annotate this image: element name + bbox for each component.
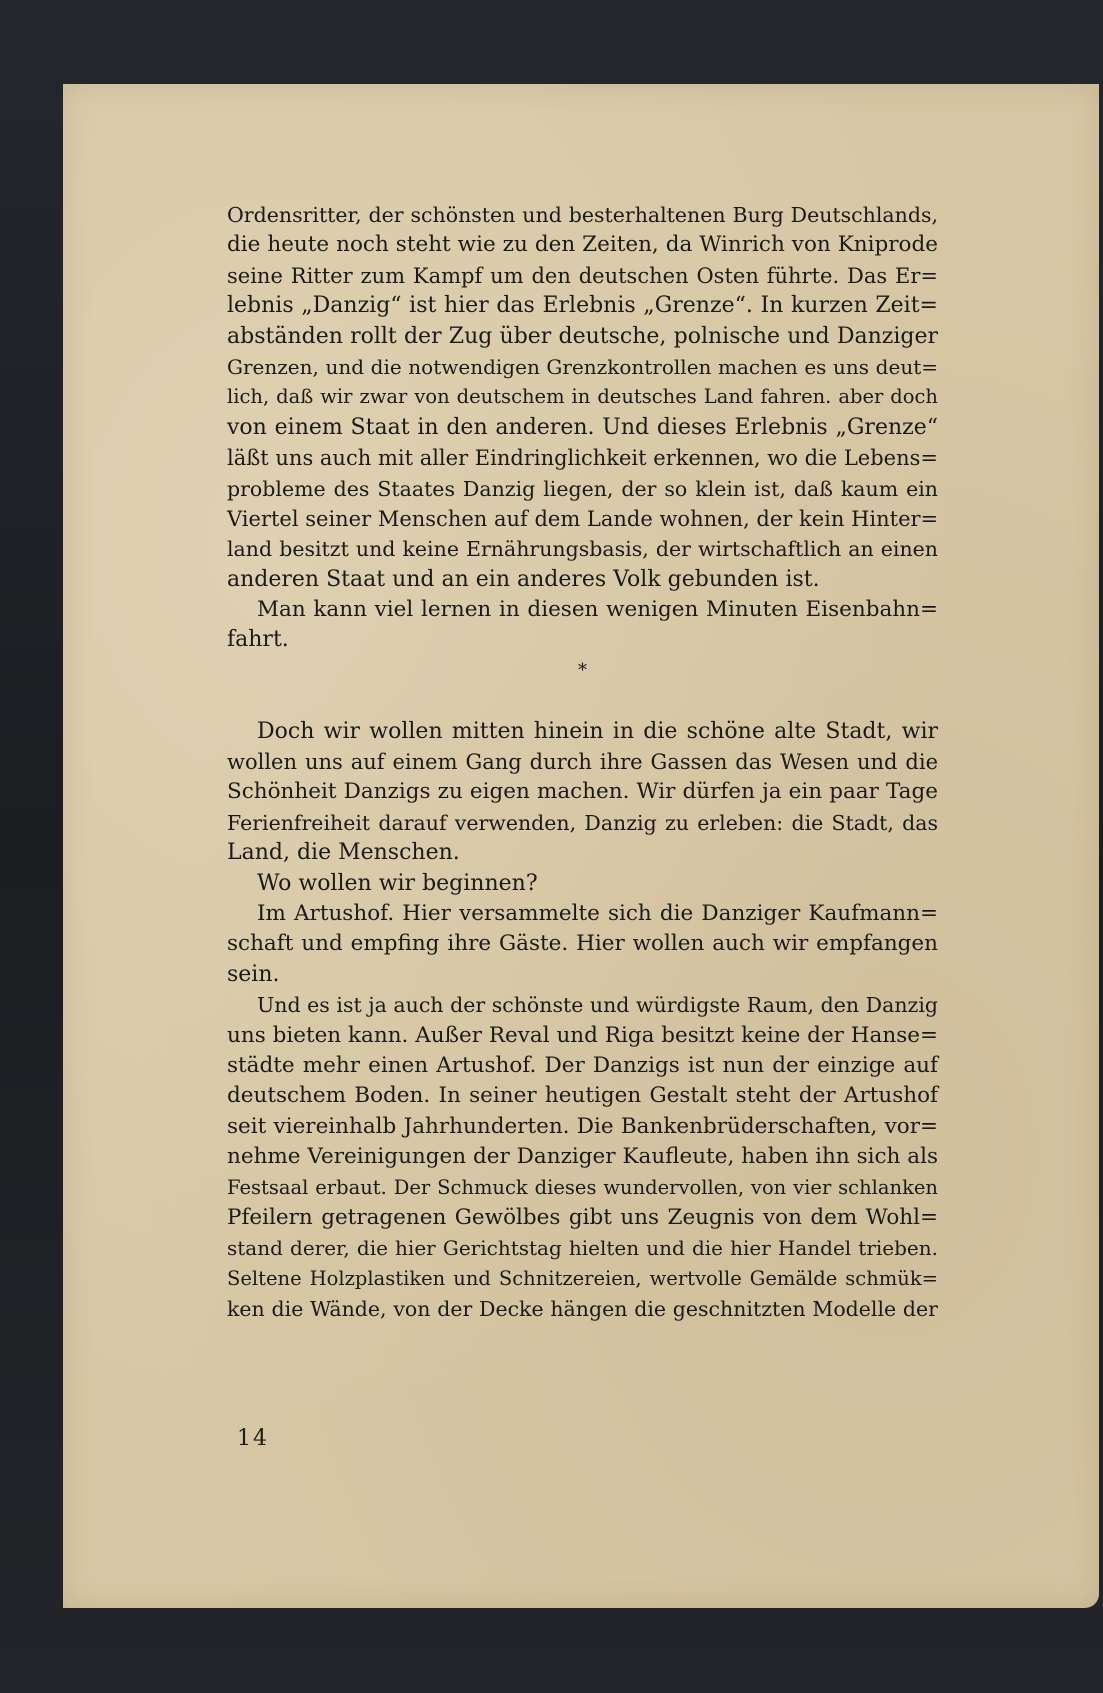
text-line: anderen Staat und an ein anderes Volk gebunden ist. xyxy=(227,566,820,592)
text-line: lich, daß wir zwar von deutschem in deutsches Land fahren. aber doch xyxy=(227,385,938,409)
text-line: läßt uns auch mit aller Eindringlichkeit erkennen, wo die Lebens= xyxy=(227,446,938,471)
body-text xyxy=(227,200,938,1324)
paragraph-ordensritter xyxy=(227,200,938,595)
text-line: seine Ritter zum Kampf um den deutschen Osten führte. Das Er= xyxy=(227,263,938,288)
paragraph-doch-wir xyxy=(227,717,938,869)
text-line: sein. xyxy=(227,961,280,987)
text-line: stand derer, die hier Gerichtstag hielten und die hier Handel trieben. xyxy=(227,1236,938,1261)
text-line: nehme Vereinigungen der Danziger Kaufleute, haben ihn sich als xyxy=(227,1144,938,1170)
text-line: probleme des Staates Danzig liegen, der so klein ist, daß kaum ein xyxy=(227,476,938,501)
paragraph-im-artushof xyxy=(227,899,938,990)
paragraph-man-kann xyxy=(227,595,938,656)
text-line: Doch wir wollen mitten hinein in die schöne alte Stadt, wir xyxy=(257,718,938,744)
text-line: land besitzt und keine Ernährungsbasis, der wirtschaftlich an einen xyxy=(227,537,938,562)
text-line: Pfeilern getragenen Gewölbes gibt uns Zeugnis von dem Wohl= xyxy=(227,1204,938,1230)
text-line: Schönheit Danzigs zu eigen machen. Wir dürfen ja ein paar Tage xyxy=(227,779,938,805)
text-line: Und es ist ja auch der schönste und würdigste Raum, den Danzig xyxy=(257,993,938,1018)
text-line: uns bieten kann. Außer Reval und Riga besitzt keine der Hanse= xyxy=(227,1022,938,1048)
text-line: Seltene Holzplastiken und Schnitzereien, wertvolle Gemälde schmük= xyxy=(227,1266,938,1290)
text-line: ken die Wände, von der Decke hängen die geschnitzten Modelle der xyxy=(227,1297,938,1322)
section-separator-asterisk: * xyxy=(578,659,587,681)
text-line: Ordensritter, der schönsten und besterhaltenen Burg Deutschlands, xyxy=(227,203,938,227)
paragraph-wo-wollen xyxy=(227,869,938,899)
page-number: 14 xyxy=(237,1426,269,1451)
text-line: Festsaal erbaut. Der Schmuck dieses wundervollen, von vier schlanken xyxy=(227,1175,938,1199)
text-line: Ferienfreiheit darauf verwenden, Danzig zu erleben: die Stadt, das xyxy=(227,810,938,835)
text-line: fahrt. xyxy=(227,627,289,653)
text-line: von einem Staat in den anderen. Und dieses Erlebnis „Grenze“ xyxy=(227,414,938,440)
text-line: wollen uns auf einem Gang durch ihre Gassen das Wesen und die xyxy=(227,750,938,775)
text-line: Land, die Menschen. xyxy=(227,840,460,866)
paragraph-und-es-ist xyxy=(227,990,938,1324)
text-line: Man kann viel lernen in diesen wenigen Minuten Eisenbahn= xyxy=(257,597,938,623)
text-line: deutschem Boden. In seiner heutigen Gestalt steht der Artushof xyxy=(227,1083,938,1109)
text-line: schaft und empfing ihre Gäste. Hier wollen auch wir empfangen xyxy=(227,931,938,957)
text-line: städte mehr einen Artushof. Der Danzigs ist nun der einzige auf xyxy=(227,1052,938,1078)
text-line: Wo wollen wir beginnen? xyxy=(257,870,538,896)
text-line: lebnis „Danzig“ ist hier das Erlebnis „Grenze“. In kurzen Zeit= xyxy=(227,293,938,319)
text-line: abständen rollt der Zug über deutsche, polnische und Danziger xyxy=(227,323,938,349)
text-line: die heute noch steht wie zu den Zeiten, da Winrich von Kniprode xyxy=(227,232,938,258)
blank-line xyxy=(227,686,938,716)
text-line: Im Artushof. Hier versammelte sich die Danziger Kaufmann= xyxy=(257,900,938,926)
text-line: Viertel seiner Menschen auf dem Lande wohnen, der kein Hinter= xyxy=(227,506,939,531)
text-line: Grenzen, und die notwendigen Grenzkontrollen machen es uns deut= xyxy=(227,354,938,379)
text-line: seit viereinhalb Jahrhunderten. Die Bankenbrüderschaften, vor= xyxy=(227,1113,938,1139)
